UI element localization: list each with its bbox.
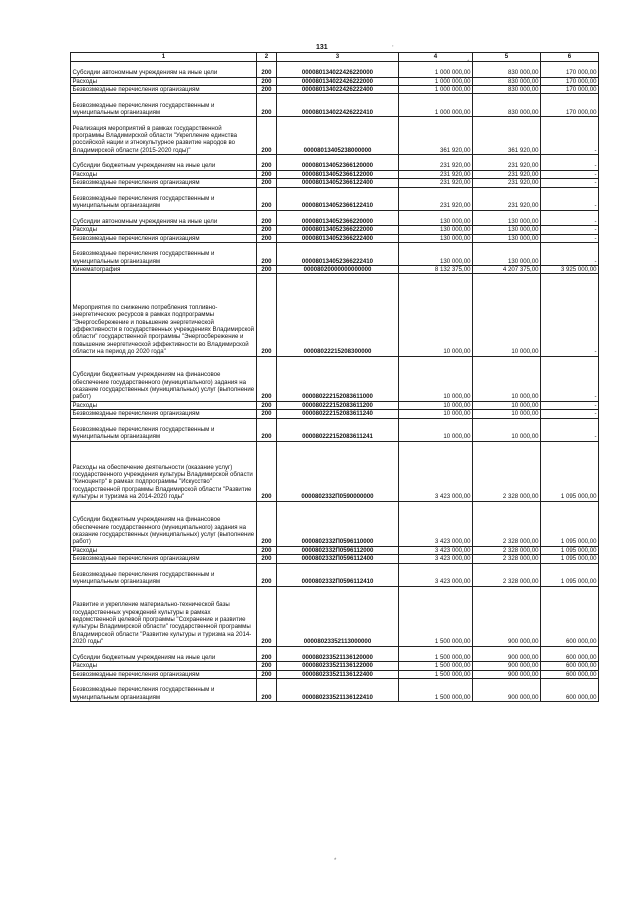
- row-admin-cell: 200: [257, 274, 277, 356]
- row-value-col6: 1 095 000,00: [541, 546, 599, 554]
- row-name-cell: Безвозмездные перечисления государственным и муниципальным организациям: [71, 679, 257, 702]
- row-value-col5: 10 000,00: [473, 418, 541, 441]
- row-name-cell: Расходы: [71, 170, 257, 178]
- row-value-col5: 2 328 000,00: [473, 441, 541, 501]
- column-header: 6: [541, 53, 599, 62]
- row-name-cell: Безвозмездные перечисления организациям: [71, 670, 257, 678]
- row-value-col6: -: [541, 155, 599, 171]
- row-value-col6: 600 000,00: [541, 646, 599, 662]
- row-value-col6: -: [541, 274, 599, 356]
- row-value-col5: 4 207 375,00: [473, 266, 541, 274]
- row-value-col4: 3 423 000,00: [399, 441, 473, 501]
- row-name-cell: Безвозмездные перечисления организациям: [71, 86, 257, 94]
- row-admin-cell: 200: [257, 418, 277, 441]
- row-value-col5: 830 000,00: [473, 94, 541, 117]
- row-admin-cell: 200: [257, 679, 277, 702]
- row-value-col5: 900 000,00: [473, 646, 541, 662]
- row-value-col6: 170 000,00: [541, 94, 599, 117]
- table-row: [71, 187, 599, 210]
- row-value-col4: 1 500 000,00: [399, 586, 473, 646]
- table-row: [71, 546, 599, 554]
- row-code-cell: 000080134052366122000: [277, 170, 399, 178]
- column-header: 5: [473, 53, 541, 62]
- row-value-col6: 1 095 000,00: [541, 555, 599, 563]
- row-code-cell: 000080222152083611200: [277, 401, 399, 409]
- table-row: [71, 226, 599, 234]
- row-code-cell: 00008023352113000000: [277, 586, 399, 646]
- row-value-col5: 900 000,00: [473, 586, 541, 646]
- row-name-cell: Реализация мероприятий в рамках государственной программы Владимирской области "Укрепление единства российской нации и этнокультурное развитие народов во Владимирской области (2015-2020 годы)": [71, 117, 257, 155]
- row-value-col4: 130 000,00: [399, 243, 473, 266]
- row-admin-cell: 200: [257, 646, 277, 662]
- row-value-col5: 2 328 000,00: [473, 563, 541, 586]
- row-code-cell: 000080134022426220000: [277, 62, 399, 78]
- row-name-cell: Безвозмездные перечисления организациям: [71, 179, 257, 187]
- table-header: [71, 53, 599, 62]
- row-value-col5: 830 000,00: [473, 62, 541, 78]
- row-value-col5: 231 920,00: [473, 179, 541, 187]
- row-code-cell: 000080134022426222000: [277, 77, 399, 85]
- row-value-col6: 170 000,00: [541, 86, 599, 94]
- row-value-col4: 361 920,00: [399, 117, 473, 155]
- row-value-col5: 900 000,00: [473, 670, 541, 678]
- row-admin-cell: 200: [257, 266, 277, 274]
- row-value-col4: 1 500 000,00: [399, 646, 473, 662]
- row-admin-cell: 200: [257, 77, 277, 85]
- table-row: [71, 670, 599, 678]
- row-value-col4: 1 500 000,00: [399, 670, 473, 678]
- row-value-col5: 10 000,00: [473, 410, 541, 418]
- row-value-col4: 231 920,00: [399, 170, 473, 178]
- row-code-cell: 000080222152083611240: [277, 410, 399, 418]
- row-name-cell: Субсидии автономным учреждениям на иные цели: [71, 62, 257, 78]
- table-row: [71, 646, 599, 662]
- table-row: [71, 563, 599, 586]
- row-admin-cell: 200: [257, 62, 277, 78]
- row-value-col5: 231 920,00: [473, 170, 541, 178]
- row-value-col4: 130 000,00: [399, 210, 473, 226]
- table-row: [71, 62, 599, 78]
- row-code-cell: 000080134052366222000: [277, 226, 399, 234]
- table-row: [71, 117, 599, 155]
- row-admin-cell: 200: [257, 117, 277, 155]
- row-admin-cell: 200: [257, 234, 277, 242]
- row-code-cell: 000080134052366220000: [277, 210, 399, 226]
- row-value-col4: 10 000,00: [399, 356, 473, 401]
- row-value-col4: 10 000,00: [399, 410, 473, 418]
- row-value-col4: 1 000 000,00: [399, 77, 473, 85]
- row-value-col5: 130 000,00: [473, 210, 541, 226]
- row-name-cell: Субсидии бюджетным учреждениям на финансовое обеспечение государственного (муниципального) задания на оказание государственных (муниципальных) услуг (выполнение работ): [71, 501, 257, 546]
- row-code-cell: 000080233521136122000: [277, 662, 399, 670]
- table-row: [71, 586, 599, 646]
- row-admin-cell: 200: [257, 586, 277, 646]
- column-header: 2: [257, 53, 277, 62]
- row-value-col4: 10 000,00: [399, 418, 473, 441]
- row-value-col6: -: [541, 187, 599, 210]
- row-admin-cell: 200: [257, 94, 277, 117]
- table-row: [71, 274, 599, 356]
- budget-table: [70, 52, 599, 702]
- table-row: [71, 410, 599, 418]
- row-code-cell: 0000802332П0596110000: [277, 501, 399, 546]
- row-admin-cell: 200: [257, 243, 277, 266]
- table-row: [71, 170, 599, 178]
- row-value-col4: 231 920,00: [399, 179, 473, 187]
- row-name-cell: Безвозмездные перечисления организациям: [71, 555, 257, 563]
- row-name-cell: Расходы: [71, 546, 257, 554]
- row-code-cell: 000080233521136122400: [277, 670, 399, 678]
- row-name-cell: Расходы: [71, 77, 257, 85]
- row-value-col4: 1 000 000,00: [399, 86, 473, 94]
- row-code-cell: 0000802332П0596112000: [277, 546, 399, 554]
- table-row: [71, 179, 599, 187]
- row-name-cell: Безвозмездные перечисления организациям: [71, 234, 257, 242]
- row-value-col5: 900 000,00: [473, 662, 541, 670]
- row-value-col6: 1 095 000,00: [541, 563, 599, 586]
- row-admin-cell: 200: [257, 86, 277, 94]
- row-value-col6: -: [541, 170, 599, 178]
- column-header: 3: [277, 53, 399, 62]
- table-row: [71, 356, 599, 401]
- row-value-col6: 600 000,00: [541, 586, 599, 646]
- row-name-cell: Безвозмездные перечисления государственным и муниципальным организациям: [71, 243, 257, 266]
- row-value-col5: 231 920,00: [473, 187, 541, 210]
- row-value-col5: 130 000,00: [473, 226, 541, 234]
- row-value-col6: 600 000,00: [541, 670, 599, 678]
- row-code-cell: 000080233521136120000: [277, 646, 399, 662]
- row-value-col4: 231 920,00: [399, 187, 473, 210]
- row-value-col4: 3 423 000,00: [399, 546, 473, 554]
- row-name-cell: Расходы: [71, 401, 257, 409]
- row-value-col5: 231 920,00: [473, 155, 541, 171]
- row-value-col5: 2 328 000,00: [473, 546, 541, 554]
- row-admin-cell: 200: [257, 410, 277, 418]
- row-admin-cell: 200: [257, 210, 277, 226]
- row-value-col5: 130 000,00: [473, 243, 541, 266]
- row-value-col4: 130 000,00: [399, 234, 473, 242]
- table-row: [71, 555, 599, 563]
- column-header: 1: [71, 53, 257, 62]
- row-admin-cell: 200: [257, 563, 277, 586]
- row-value-col6: -: [541, 117, 599, 155]
- row-name-cell: Безвозмездные перечисления государственным и муниципальным организациям: [71, 187, 257, 210]
- row-value-col6: -: [541, 234, 599, 242]
- row-value-col6: -: [541, 226, 599, 234]
- row-code-cell: 000080134022426222410: [277, 94, 399, 117]
- row-value-col4: 130 000,00: [399, 226, 473, 234]
- row-code-cell: 0000802332П0596112410: [277, 563, 399, 586]
- row-name-cell: Расходы: [71, 662, 257, 670]
- row-value-col5: 2 328 000,00: [473, 555, 541, 563]
- table-row: [71, 243, 599, 266]
- row-value-col6: 1 095 000,00: [541, 441, 599, 501]
- row-name-cell: Субсидии бюджетным учреждениям на иные цели: [71, 155, 257, 171]
- row-value-col5: 10 000,00: [473, 401, 541, 409]
- row-code-cell: 00008022215208300000: [277, 274, 399, 356]
- table-row: [71, 418, 599, 441]
- row-admin-cell: 200: [257, 356, 277, 401]
- row-admin-cell: 200: [257, 555, 277, 563]
- row-name-cell: Расходы на обеспечение деятельности (оказание услуг) государственного учреждения культуры Владимирской области "Киноцентр" в рамках подпрограммы "Искусство" государственной программы Владимирской области "Развитие культуры и туризма на 2014-2020 годы": [71, 441, 257, 501]
- row-value-col4: 3 423 000,00: [399, 563, 473, 586]
- row-code-cell: 000080233521136122410: [277, 679, 399, 702]
- row-value-col6: 600 000,00: [541, 679, 599, 702]
- row-code-cell: 000080134052366122400: [277, 179, 399, 187]
- row-value-col4: 1 000 000,00: [399, 94, 473, 117]
- row-value-col4: 10 000,00: [399, 401, 473, 409]
- table-row: [71, 155, 599, 171]
- table-row: [71, 679, 599, 702]
- row-value-col4: 8 132 375,00: [399, 266, 473, 274]
- row-value-col6: -: [541, 410, 599, 418]
- row-admin-cell: 200: [257, 401, 277, 409]
- row-value-col5: 130 000,00: [473, 234, 541, 242]
- table-row: [71, 77, 599, 85]
- row-name-cell: Расходы: [71, 226, 257, 234]
- row-code-cell: 000080222152083611241: [277, 418, 399, 441]
- row-value-col5: 900 000,00: [473, 679, 541, 702]
- table-row: [71, 441, 599, 501]
- row-admin-cell: 200: [257, 179, 277, 187]
- table-body: [71, 62, 599, 702]
- row-value-col6: -: [541, 401, 599, 409]
- row-admin-cell: 200: [257, 441, 277, 501]
- row-code-cell: 000080134052366120000: [277, 155, 399, 171]
- row-value-col5: 10 000,00: [473, 356, 541, 401]
- table-row: [71, 210, 599, 226]
- scan-mark: *: [334, 858, 337, 864]
- table-row: [71, 401, 599, 409]
- row-value-col5: 361 920,00: [473, 117, 541, 155]
- row-value-col6: -: [541, 243, 599, 266]
- row-code-cell: 000080134022426222400: [277, 86, 399, 94]
- row-name-cell: Мероприятия по снижению потребления топливно-энергетических ресурсов в рамках подпрограммы "Энергосбережение и повышение энергетической эффективности в государственных учреждениях Владимирской области" государственной программы "Энергосбережение и повышение энергетической эффективности во Владимирской области на период до 2020 года": [71, 274, 257, 356]
- row-code-cell: 0000802332П0590000000: [277, 441, 399, 501]
- row-value-col5: 830 000,00: [473, 86, 541, 94]
- row-name-cell: Безвозмездные перечисления государственным и муниципальным организациям: [71, 418, 257, 441]
- row-admin-cell: 200: [257, 155, 277, 171]
- row-value-col4: 1 500 000,00: [399, 662, 473, 670]
- table-row: [71, 662, 599, 670]
- row-code-cell: 000080222152083611000: [277, 356, 399, 401]
- row-value-col6: 600 000,00: [541, 662, 599, 670]
- row-value-col5: 830 000,00: [473, 77, 541, 85]
- row-admin-cell: 200: [257, 662, 277, 670]
- row-value-col6: 3 925 000,00: [541, 266, 599, 274]
- row-code-cell: 00008013405238000000: [277, 117, 399, 155]
- row-value-col6: 170 000,00: [541, 62, 599, 78]
- row-name-cell: Кинематография: [71, 266, 257, 274]
- row-name-cell: Субсидии бюджетным учреждениям на иные цели: [71, 646, 257, 662]
- row-value-col6: -: [541, 210, 599, 226]
- row-value-col4: 10 000,00: [399, 274, 473, 356]
- row-admin-cell: 200: [257, 501, 277, 546]
- row-admin-cell: 200: [257, 187, 277, 210]
- table-row: [71, 94, 599, 117]
- row-admin-cell: 200: [257, 670, 277, 678]
- row-code-cell: 000080134052366122410: [277, 187, 399, 210]
- row-value-col6: 1 095 000,00: [541, 501, 599, 546]
- row-value-col4: 3 423 000,00: [399, 555, 473, 563]
- row-value-col5: 10 000,00: [473, 274, 541, 356]
- column-header: 4: [399, 53, 473, 62]
- row-value-col5: 2 328 000,00: [473, 501, 541, 546]
- row-name-cell: Развитие и укрепление материально-технической базы государственных учреждений культуры в рамках ведомственной целевой программы "Сохранение и развитие культуры Владимирской области" государственной программы Владимирской области "Развитие культуры и туризма на 2014-2020 годы": [71, 586, 257, 646]
- row-value-col4: 3 423 000,00: [399, 501, 473, 546]
- row-value-col6: -: [541, 179, 599, 187]
- table-row: [71, 234, 599, 242]
- table-row: [71, 86, 599, 94]
- row-admin-cell: 200: [257, 546, 277, 554]
- row-code-cell: 00008020000000000000: [277, 266, 399, 274]
- row-name-cell: Субсидии бюджетным учреждениям на финансовое обеспечение государственного (муниципального) задания на оказание государственных (муниципальных) услуг (выполнение работ): [71, 356, 257, 401]
- row-code-cell: 000080134052366222400: [277, 234, 399, 242]
- page-number: 131: [316, 44, 328, 51]
- row-code-cell: 0000802332П0596112400: [277, 555, 399, 563]
- row-name-cell: Субсидии автономным учреждениям на иные цели: [71, 210, 257, 226]
- row-value-col4: 1 000 000,00: [399, 62, 473, 78]
- row-admin-cell: 200: [257, 170, 277, 178]
- row-value-col6: -: [541, 356, 599, 401]
- table-row: [71, 501, 599, 546]
- row-value-col4: 1 500 000,00: [399, 679, 473, 702]
- row-name-cell: Безвозмездные перечисления государственным и муниципальным организациям: [71, 563, 257, 586]
- row-value-col6: 170 000,00: [541, 77, 599, 85]
- row-name-cell: Безвозмездные перечисления организациям: [71, 410, 257, 418]
- row-value-col4: 231 920,00: [399, 155, 473, 171]
- scan-mark: ,: [392, 42, 394, 48]
- row-name-cell: Безвозмездные перечисления государственным и муниципальным организациям: [71, 94, 257, 117]
- scan-mark: *: [467, 60, 470, 66]
- row-value-col6: -: [541, 418, 599, 441]
- row-admin-cell: 200: [257, 226, 277, 234]
- table-row: [71, 266, 599, 274]
- row-code-cell: 000080134052366222410: [277, 243, 399, 266]
